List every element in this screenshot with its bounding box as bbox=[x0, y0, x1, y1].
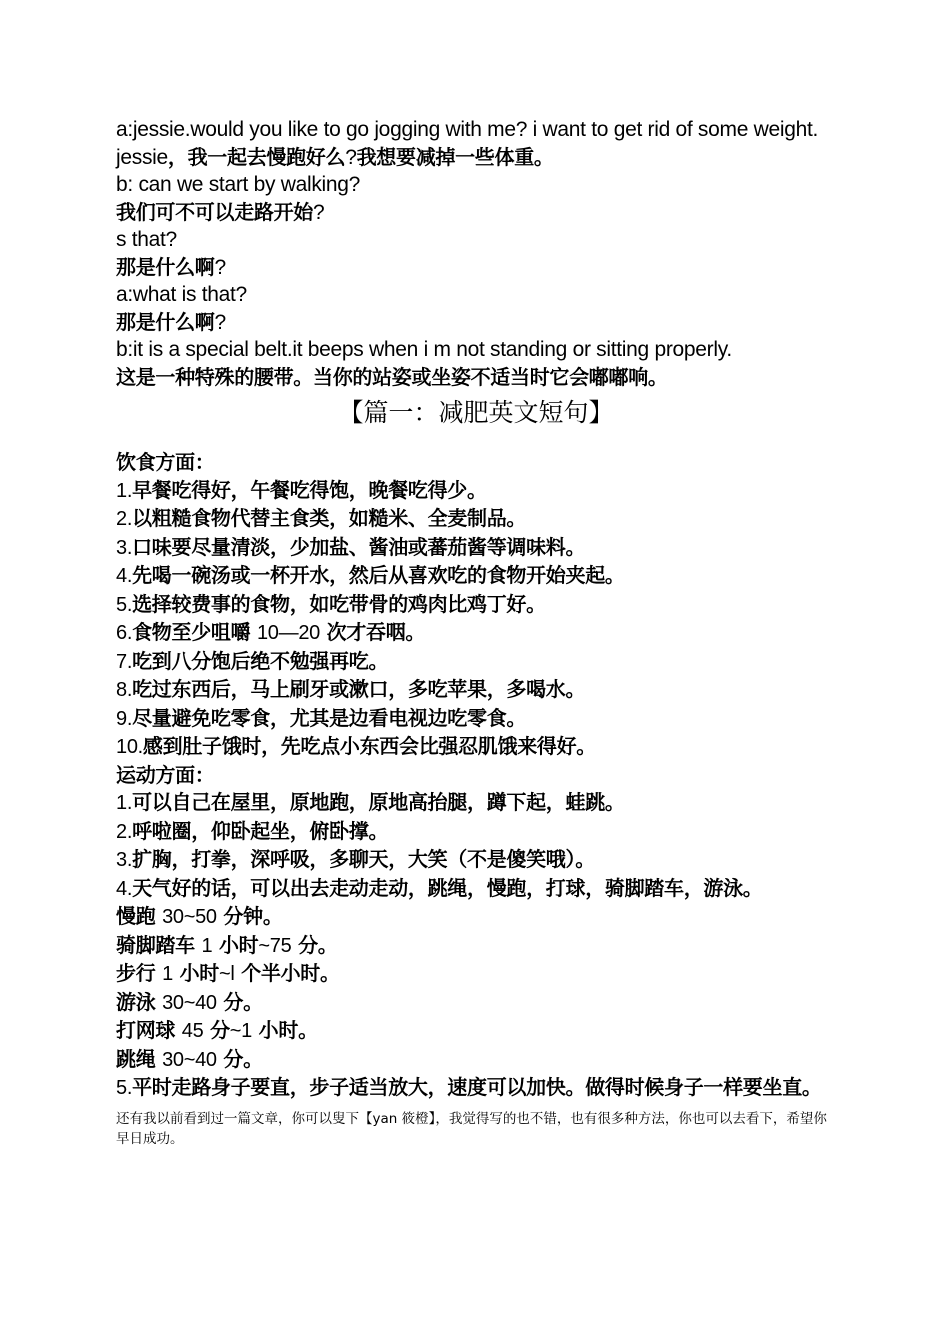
text-run: 2. bbox=[116, 508, 133, 530]
text-run: ~l bbox=[218, 963, 235, 985]
text-run: 吃过东西后，马上刷牙或漱口，多吃苹果，多喝水。 bbox=[132, 677, 586, 701]
tip-line bbox=[116, 989, 836, 1018]
tip-line bbox=[116, 676, 836, 705]
text-run: 呼啦圈，仰卧起坐，俯卧撑。 bbox=[132, 818, 389, 843]
text-run: 平时走路身子要直，步子适当放大，速度可以加快。做得时候身子一样要坐直。 bbox=[132, 1075, 822, 1099]
text-run: 10—20 bbox=[256, 622, 320, 644]
text-run: 饮食方面： bbox=[116, 450, 215, 474]
text-run: 6. bbox=[116, 622, 133, 644]
text-run: 10. bbox=[116, 736, 143, 758]
text-run: 食物至少咀嚼 bbox=[132, 620, 257, 644]
dialogue-line bbox=[116, 199, 836, 227]
text-run: ~75 bbox=[258, 934, 292, 957]
text-run: 跳绳 bbox=[116, 1046, 163, 1071]
tip-line bbox=[116, 762, 836, 790]
text-run: 7. bbox=[116, 650, 133, 673]
tip-line bbox=[116, 1046, 836, 1075]
tip-line bbox=[116, 846, 836, 875]
tip-line bbox=[116, 705, 836, 734]
dialogue-line: s that? bbox=[116, 228, 177, 251]
tip-line bbox=[116, 733, 836, 762]
text-run: ~1 bbox=[229, 1020, 252, 1042]
text-run: ? bbox=[313, 200, 325, 224]
text-run: 1. bbox=[116, 792, 133, 814]
text-run: ? bbox=[214, 310, 226, 334]
dialogue-line: 这是一种特殊的腰带。当你的站姿或坐姿不适当时它会嘟嘟响。 bbox=[116, 364, 668, 389]
text-run: 分。 bbox=[216, 989, 263, 1014]
dialogue-line: a:jessie.would you like to go jogging with me? i want to get rid of some weight. bbox=[116, 118, 819, 141]
text-run: 8. bbox=[116, 679, 133, 701]
tip-line bbox=[116, 960, 836, 989]
text-run: 分。 bbox=[291, 932, 338, 957]
text-run: jessie bbox=[116, 145, 168, 169]
text-run: 先喝一碗汤或一杯开水，然后从喜欢吃的食物开始夹起。 bbox=[132, 563, 625, 587]
text-run: 扩胸，打拳，深呼吸，多聊天，大笑（不是傻笑哦）。 bbox=[132, 847, 595, 871]
dialogue-line: b:it is a special belt.it beeps when i m not standing or sitting properly. bbox=[116, 338, 732, 361]
text-run: 步行 bbox=[116, 961, 163, 985]
tip-line bbox=[116, 477, 836, 506]
footer-note: 还有我以前看到过一篇文章，你可以叟下【yan 筱橙】，我觉得写的也不错，也有很多种方法，你也可以去看下，希望你早日成功。 bbox=[116, 1110, 827, 1147]
text-run: 30~40 bbox=[162, 1048, 217, 1071]
text-run: 我想要减掉一些体重。 bbox=[356, 144, 554, 169]
text-run: 2. bbox=[116, 820, 133, 843]
text-run: 个半小时。 bbox=[234, 961, 340, 985]
text-run: 我们可不可以走路开始 bbox=[116, 199, 313, 224]
section-heading: 【篇一：减肥英文短句】 bbox=[338, 398, 614, 427]
text-run: 45 bbox=[181, 1020, 204, 1042]
text-run: 那是什么啊 bbox=[116, 309, 215, 334]
dialogue-line: b: can we start by walking? bbox=[116, 173, 361, 196]
text-run: 分。 bbox=[216, 1046, 263, 1071]
text-run: 早餐吃得好，午餐吃得饱，晚餐吃得少。 bbox=[132, 477, 487, 502]
text-run: 30~50 bbox=[162, 906, 217, 928]
text-run: 小时。 bbox=[252, 1018, 318, 1042]
text-run: 以粗糙食物代替主食类，如糙米、全麦制品。 bbox=[132, 506, 527, 530]
text-run: 5. bbox=[116, 1077, 133, 1099]
text-run: 1. bbox=[116, 479, 133, 502]
text-run: 次才吞咽。 bbox=[319, 620, 426, 644]
text-run: 30~40 bbox=[162, 991, 217, 1014]
text-run: 那是什么啊 bbox=[116, 254, 215, 279]
text-run: 吃到八分饱后绝不勉强再吃。 bbox=[132, 648, 389, 673]
dialogue-line: a:what is that? bbox=[116, 283, 247, 306]
text-run: 骑脚踏车 bbox=[116, 932, 202, 957]
text-run: 3. bbox=[116, 849, 133, 871]
tip-line bbox=[116, 1074, 836, 1103]
tip-line bbox=[116, 562, 836, 591]
dialogue-line bbox=[116, 309, 836, 337]
text-run: 慢跑 bbox=[116, 904, 163, 928]
tip-line bbox=[116, 932, 836, 961]
tip-line bbox=[116, 1017, 836, 1046]
text-run: 分钟。 bbox=[216, 904, 283, 928]
dialogue-line bbox=[116, 254, 836, 282]
tip-line bbox=[116, 449, 836, 477]
text-run: 天气好的话，可以出去走动走动，跳绳，慢跑，打球，骑脚踏车，游泳。 bbox=[132, 875, 763, 900]
tip-line bbox=[116, 818, 836, 847]
tips-section bbox=[116, 449, 836, 1103]
text-run: ，我一起去慢跑好么 bbox=[167, 144, 346, 169]
text-run: 1 bbox=[162, 963, 173, 985]
text-run: 打网球 bbox=[116, 1018, 182, 1042]
tip-line bbox=[116, 619, 836, 648]
text-run: ? bbox=[214, 255, 226, 279]
text-run: 运动方面： bbox=[116, 762, 215, 787]
text-run: 9. bbox=[116, 707, 133, 730]
text-run: 感到肚子饿时，先吃点小东西会比强忍肌饿来得好。 bbox=[142, 734, 597, 758]
dialogue-section bbox=[116, 116, 836, 391]
tip-line bbox=[116, 505, 836, 534]
tip-line bbox=[116, 903, 836, 932]
tip-line bbox=[116, 875, 836, 904]
text-run: 选择较费事的食物，如吃带骨的鸡肉比鸡丁好。 bbox=[132, 591, 546, 616]
tip-line bbox=[116, 534, 836, 563]
text-run: 可以自己在屋里，原地跑，原地高抬腿，蹲下起，蛙跳。 bbox=[132, 790, 625, 814]
dialogue-line bbox=[116, 144, 836, 172]
text-run: 口味要尽量清淡，少加盐、酱油或蕃茄酱等调味料。 bbox=[132, 534, 586, 559]
tip-line bbox=[116, 591, 836, 620]
text-run: 4. bbox=[116, 877, 133, 900]
text-run: 1 bbox=[201, 934, 213, 957]
text-run: 5. bbox=[116, 593, 133, 616]
text-run: 4. bbox=[116, 565, 133, 587]
text-run: 小时 bbox=[172, 961, 219, 985]
tip-line bbox=[116, 648, 836, 677]
text-run: 分 bbox=[203, 1018, 230, 1042]
text-run: 游泳 bbox=[116, 989, 163, 1014]
text-run: 小时 bbox=[212, 932, 259, 957]
text-run: 尽量避免吃零食，尤其是边看电视边吃零食。 bbox=[132, 705, 527, 730]
tip-line bbox=[116, 789, 836, 818]
text-run: ? bbox=[345, 145, 357, 169]
text-run: 3. bbox=[116, 536, 133, 559]
document-page bbox=[116, 116, 836, 1149]
